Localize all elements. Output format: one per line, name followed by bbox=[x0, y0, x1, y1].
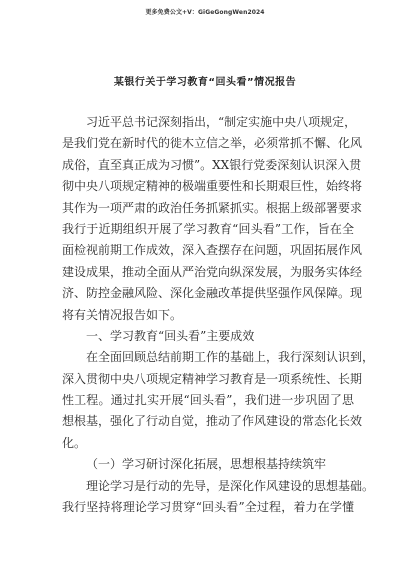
body-line: 建设成果，推动全面从严治党向纵深发展，为服务实体经 bbox=[62, 264, 363, 279]
body-line: 在全面回顾总结前期工作的基础上，我行深刻认识到， bbox=[86, 350, 375, 365]
body-line: 一、学习教育“回头看”主要成效 bbox=[86, 328, 255, 343]
body-line: 化。 bbox=[62, 435, 87, 450]
body-line: 性工程。通过扎实开展“回头看”，我们进一步巩固了思 bbox=[62, 393, 354, 408]
body-line: 深入贯彻中央八项规定精神学习教育是一项系统性、长期 bbox=[62, 371, 363, 386]
body-line: 习近平总书记深刻指出，“制定实施中央八项规定， bbox=[86, 115, 357, 129]
body-line: 济、防控金融风险、深化金融改革提供坚强作风保障。现 bbox=[62, 286, 363, 301]
body-line: 其作为一项严肃的政治任务抓紧抓实。根据上级部署要求 bbox=[62, 200, 363, 215]
document-title: 某银行关于学习教育“回头看”情况报告 bbox=[113, 77, 297, 88]
body-line: 我行坚持将理论学习贯穿“回头看”全过程，着力在学懂 bbox=[62, 500, 354, 515]
body-line: 将有关情况报告如下。 bbox=[62, 307, 183, 322]
body-line: 面检视前期工作成效，深入查摆存在问题，巩固拓展作风 bbox=[62, 243, 363, 258]
body-line: （一）学习研讨深化拓展，思想根基持续筑牢 bbox=[86, 457, 327, 472]
body-line: 想根基，强化了行动自觉，推动了作风建设的常态化长效 bbox=[62, 414, 363, 429]
body-line: 彻中央八项规定精神的极端重要性和长期艰巨性，始终将 bbox=[62, 179, 363, 194]
body-line: 理论学习是行动的先导，是深化作风建设的思想基础。 bbox=[86, 478, 375, 493]
body-line: 我行于近期组织开展了学习教育“回头看”工作，旨在全 bbox=[62, 221, 354, 236]
header-note: 更多免费公文+V：GiGeGongWen2024 bbox=[145, 9, 265, 16]
body-line: 是我们党在新时代的徙木立信之举，必须常抓不懈、化风 bbox=[62, 136, 363, 151]
body-line: 成俗，直至真正成为习惯”。XX银行党委深刻认识深入贯 bbox=[62, 157, 362, 172]
document-body bbox=[62, 112, 375, 518]
